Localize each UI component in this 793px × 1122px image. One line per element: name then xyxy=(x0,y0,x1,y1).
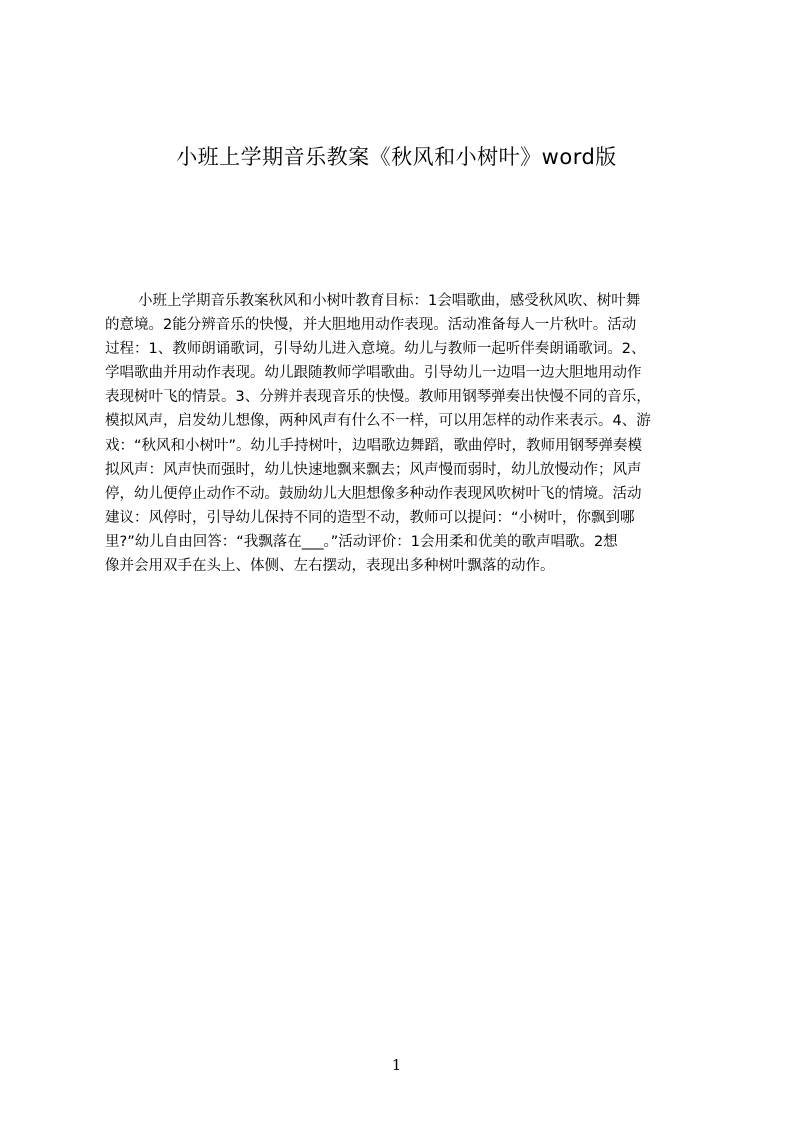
body-line: 小班上学期音乐教案秋风和小树叶教育目标：1会唱歌曲，感受秋风吹、树叶舞 xyxy=(138,293,641,309)
body-line: 表现树叶飞的情景。3、分辨并表现音乐的快慢。教师用钢琴弹奏出快慢不同的音乐， xyxy=(105,389,651,406)
body-line: 学唱歌曲并用动作表现。幼儿跟随教师学唱歌曲。引导幼儿一边唱一边大胆地用动作 xyxy=(105,365,642,382)
body-line: 过程：1、教师朗诵歌词，引导幼儿进入意境。幼儿与教师一起听伴奏朗诵歌词。2、 xyxy=(105,341,646,358)
body-line: 的意境。2能分辨音乐的快慢，并大胆地用动作表现。活动准备每人一片秋叶。活动 xyxy=(105,317,637,334)
page-number: 1 xyxy=(391,1056,402,1074)
body-line: 模拟风声，启发幼儿想像，两种风声有什么不一样，可以用怎样的动作来表示。4、游 xyxy=(105,413,651,430)
body-line: 戏：“秋风和小树叶”。幼儿手持树叶，边唱歌边舞蹈，歌曲停时，教师用钢琴弹奏模 xyxy=(105,437,643,454)
body-line: 停，幼儿便停止动作不动。鼓励幼儿大胆想像多种动作表现风吹树叶飞的情境。活动 xyxy=(105,485,642,502)
body-line: 拟风声：风声快而强时，幼儿快速地飘来飘去；风声慢而弱时，幼儿放慢动作；风声 xyxy=(105,461,642,478)
body-line: 里?”幼儿自由回答：“我飘落在___。”活动评价：1会用柔和优美的歌声唱歌。2想 xyxy=(105,533,618,550)
body-line: 像并会用双手在头上、体侧、左右摆动，表现出多种树叶飘落的动作。 xyxy=(105,558,555,575)
body-line: 建议：风停时，引导幼儿保持不同的造型不动，教师可以提问：“小树叶，你飘到哪 xyxy=(105,509,635,526)
document-title: 小班上学期音乐教案《秋风和小树叶》word版 xyxy=(176,145,617,169)
body-paragraph xyxy=(105,289,699,578)
